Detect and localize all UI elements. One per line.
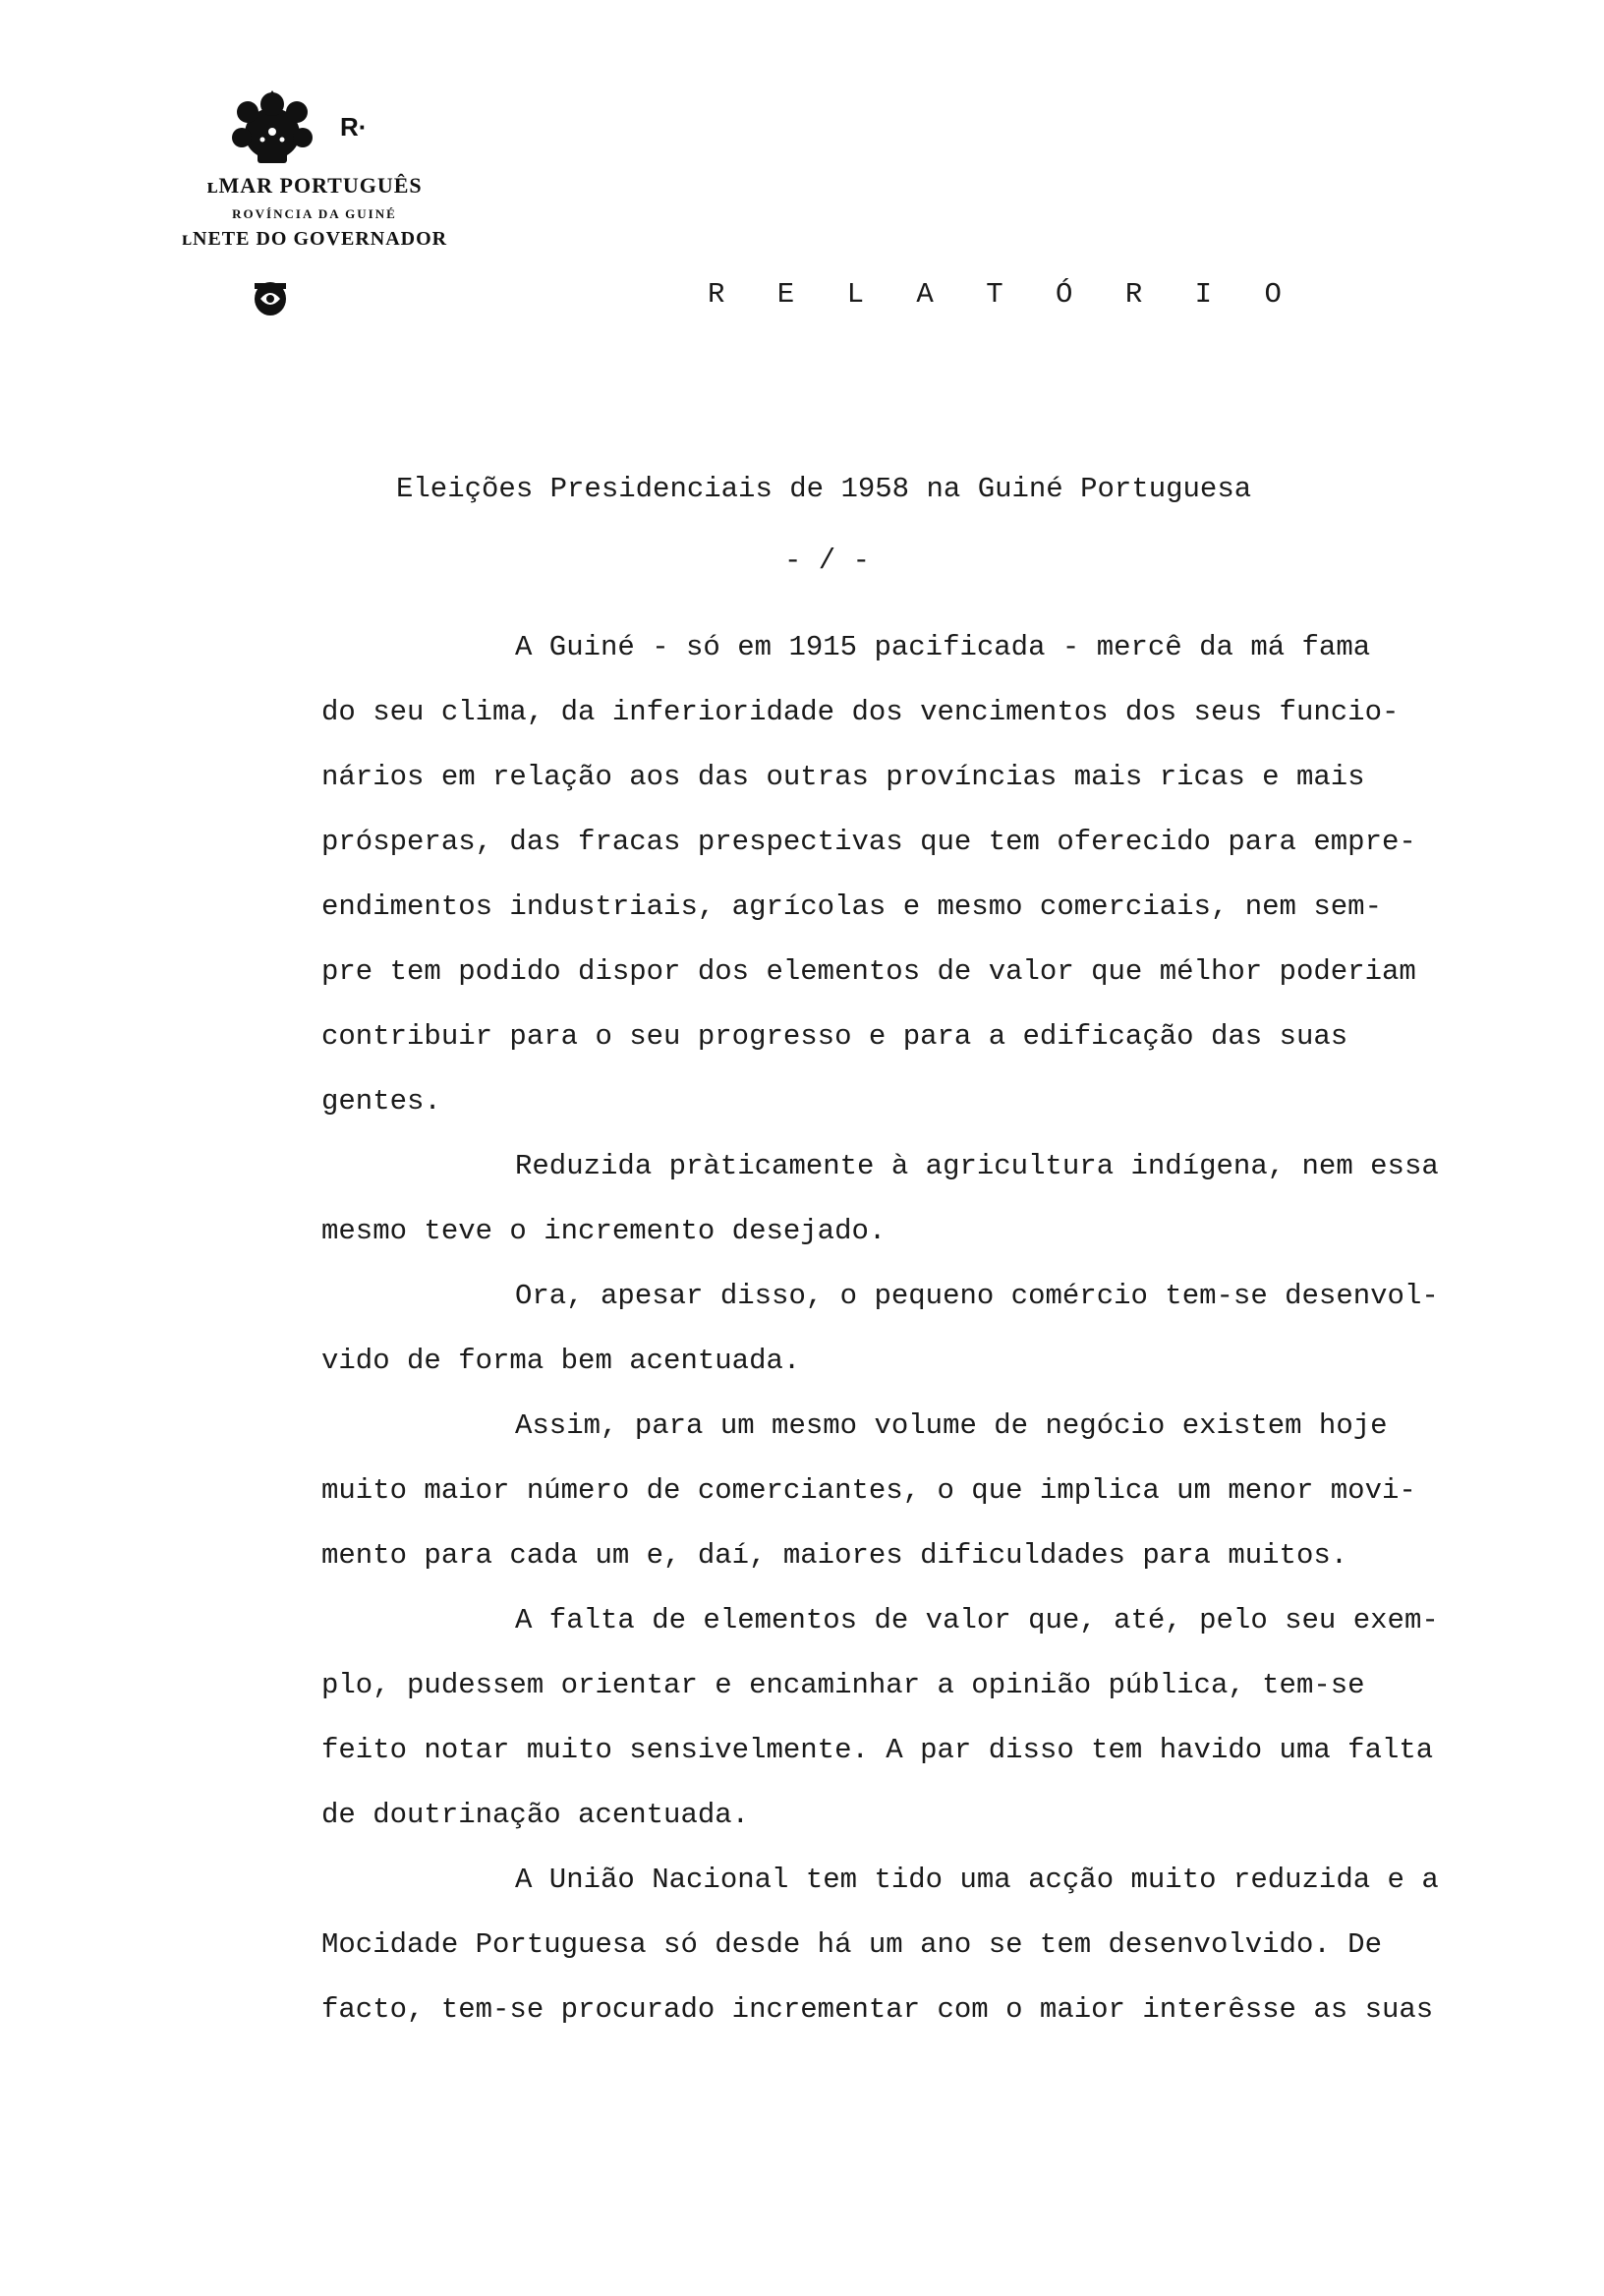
coat-of-arms-icon xyxy=(228,90,316,167)
body-line: endimentos industriais, agrícolas e mesmo comerciais, nem sem- xyxy=(321,890,1382,923)
body-line: prósperas, das fracas prespectivas que tem oferecido para empre- xyxy=(321,826,1416,858)
body-line: plo, pudessem orientar e encaminhar a opinião pública, tem-se xyxy=(321,1669,1365,1701)
body-line: pre tem podido dispor dos elementos de valor que mélhor poderiam xyxy=(321,955,1416,988)
crest-row xyxy=(147,90,482,169)
body-line: muito maior número de comerciantes, o que implica um menor movi- xyxy=(321,1474,1416,1507)
letterhead-ministry: ʟMAR PORTUGUÊS xyxy=(206,173,423,198)
body-line: gentes. xyxy=(321,1085,441,1118)
body-line: Reduzida pràticamente à agricultura indígena, nem essa xyxy=(515,1150,1439,1182)
report-body xyxy=(321,615,1599,2042)
body-line: A União Nacional tem tido uma acção muito reduzida e a xyxy=(515,1864,1439,1896)
body-line: feito notar muito sensivelmente. A par disso tem havido uma falta xyxy=(321,1734,1434,1766)
letterhead-office: ʟNETE DO GOVERNADOR xyxy=(181,228,448,250)
body-line: nários em relação aos das outras províncias mais ricas e mais xyxy=(321,761,1365,793)
body-line: de doutrinação acentuada. xyxy=(321,1799,750,1831)
body-line: do seu clima, da inferioridade dos vencimentos dos seus funcio- xyxy=(321,696,1400,728)
letterhead-province: ROVÍNCIA DA GUINÉ xyxy=(232,206,397,221)
body-line: Assim, para um mesmo volume de negócio existem hoje xyxy=(515,1409,1388,1442)
body-line: vido de forma bem acentuada. xyxy=(321,1345,801,1377)
body-line: A falta de elementos de valor que, até, pelo seu exem- xyxy=(515,1604,1439,1636)
stamp-icon xyxy=(251,277,290,318)
body-line: Mocidade Portuguesa só desde há um ano se tem desenvolvido. De xyxy=(321,1928,1382,1961)
body-line: A Guiné - só em 1915 pacificada - mercê da má fama xyxy=(515,631,1371,663)
document-title: R E L A T Ó R I O xyxy=(708,278,1299,311)
body-line: contribuir para o seu progresso e para a edificação das suas xyxy=(321,1020,1348,1053)
body-line: mesmo teve o incremento desejado. xyxy=(321,1215,887,1247)
body-line: Ora, apesar disso, o pequeno comércio tem-se desenvol- xyxy=(515,1280,1439,1312)
section-separator: - / - xyxy=(784,545,871,577)
emblem-letter: R· xyxy=(340,112,368,142)
body-line: mento para cada um e, daí, maiores dificuldades para muitos. xyxy=(321,1539,1348,1572)
document-subtitle: Eleições Presidenciais de 1958 na Guiné Portuguesa xyxy=(396,473,1252,505)
body-line: facto, tem-se procurado incrementar com o maior interêsse as suas xyxy=(321,1993,1434,2026)
letterhead xyxy=(147,90,482,251)
